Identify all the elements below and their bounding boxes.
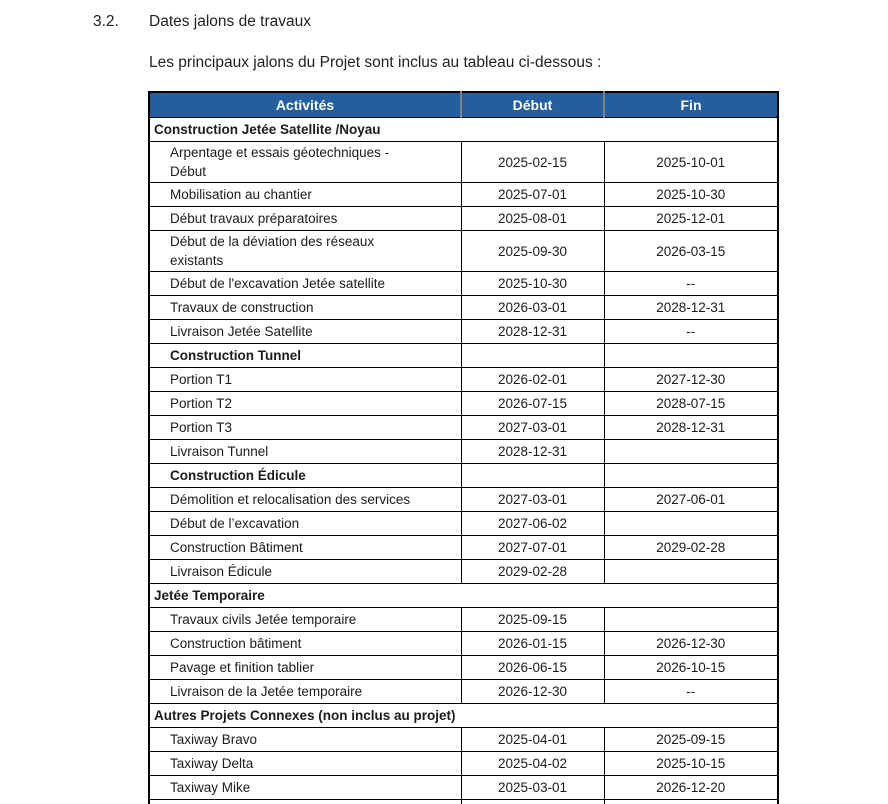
table-row (149, 368, 778, 392)
fin-cell: 2026-12-30 (604, 632, 778, 656)
fin-cell: 2026-12-20 (604, 776, 778, 800)
activity-cell: Début de l'excavation Jetée satellite (149, 272, 461, 296)
fin-cell: 2028-07-15 (604, 392, 778, 416)
fin-cell (604, 344, 778, 368)
fin-cell: 2027-06-01 (604, 488, 778, 512)
debut-cell: 2025-08-01 (461, 207, 604, 231)
debut-cell: 2025-07-01 (461, 183, 604, 207)
section-label: Construction Tunnel (149, 344, 461, 368)
fin-cell: 2028-12-31 (604, 416, 778, 440)
debut-cell: 2026-02-01 (461, 368, 604, 392)
table-row (149, 207, 778, 231)
fin-cell: 2025-09-15 (604, 728, 778, 752)
activity-cell: Portion T1 (149, 368, 461, 392)
section-label: Construction Jetée Satellite /Noyau (149, 118, 778, 142)
activity-cell: Travaux civils Jetée temporaire (149, 608, 461, 632)
column-header-activites: Activités (149, 92, 461, 118)
activity-cell: Début de la déviation des réseaux existants (149, 231, 461, 272)
activity-cell: Démolition et relocalisation des services (149, 488, 461, 512)
activity-cell: Construction bâtiment (149, 632, 461, 656)
table-section-row (149, 464, 778, 488)
activity-cell: Travaux de construction (149, 296, 461, 320)
table-row (149, 392, 778, 416)
debut-cell: 2026-12-30 (461, 680, 604, 704)
debut-cell: 2025-04-01 (461, 728, 604, 752)
column-header-debut: Début (461, 92, 604, 118)
table-row (149, 536, 778, 560)
intro-paragraph: Les principaux jalons du Projet sont inclus au tableau ci-dessous : (149, 54, 602, 71)
table-section-row (149, 344, 778, 368)
fin-cell: 2025-10-01 (604, 142, 778, 183)
fin-cell: 2029-02-28 (604, 536, 778, 560)
table-section-row (149, 704, 778, 728)
table-row (149, 296, 778, 320)
milestones-table (148, 91, 779, 804)
debut-cell: 2026-07-15 (461, 392, 604, 416)
debut-cell: 2025-09-30 (461, 231, 604, 272)
debut-cell (461, 800, 604, 804)
table-row (149, 728, 778, 752)
fin-cell (604, 560, 778, 584)
activity-cell: Construction Bâtiment (149, 536, 461, 560)
debut-cell: 2025-04-02 (461, 752, 604, 776)
activity-cell: Taxiway Bravo (149, 728, 461, 752)
activity-cell: Taxiway Delta (149, 752, 461, 776)
fin-cell: 2026-10-15 (604, 656, 778, 680)
table-row (149, 680, 778, 704)
fin-cell (604, 440, 778, 464)
table-row (149, 320, 778, 344)
table-row (149, 560, 778, 584)
table-row (149, 776, 778, 800)
table-row (149, 488, 778, 512)
section-label: Construction Édicule (149, 464, 461, 488)
debut-cell: 2025-09-15 (461, 608, 604, 632)
table-row (149, 272, 778, 296)
section-number: 3.2. (93, 13, 119, 30)
fin-cell: 2027-12-30 (604, 368, 778, 392)
table-row (149, 231, 778, 272)
fin-cell (604, 512, 778, 536)
table-header (149, 92, 778, 118)
table-row (149, 656, 778, 680)
activity-cell: Portion T3 (149, 416, 461, 440)
debut-cell: 2027-03-01 (461, 416, 604, 440)
table-stub-row (149, 800, 778, 804)
fin-cell: -- (604, 680, 778, 704)
activity-cell: Pavage et finition tablier (149, 656, 461, 680)
debut-cell: 2027-06-02 (461, 512, 604, 536)
fin-cell (604, 608, 778, 632)
debut-cell: 2025-02-15 (461, 142, 604, 183)
table-row (149, 416, 778, 440)
section-title: Dates jalons de travaux (149, 13, 311, 30)
debut-cell: 2025-10-30 (461, 272, 604, 296)
fin-cell: -- (604, 272, 778, 296)
activity-cell: Mobilisation au chantier (149, 183, 461, 207)
table-row (149, 632, 778, 656)
debut-cell: 2026-03-01 (461, 296, 604, 320)
table-row (149, 440, 778, 464)
activity-cell: Début de l’excavation (149, 512, 461, 536)
activity-cell: Début travaux préparatoires (149, 207, 461, 231)
fin-cell: 2028-12-31 (604, 296, 778, 320)
activity-cell: Livraison de la Jetée temporaire (149, 680, 461, 704)
debut-cell (461, 344, 604, 368)
debut-cell: 2025-03-01 (461, 776, 604, 800)
section-label: Autres Projets Connexes (non inclus au projet) (149, 704, 778, 728)
debut-cell: 2027-03-01 (461, 488, 604, 512)
fin-cell (604, 464, 778, 488)
debut-cell: 2028-12-31 (461, 320, 604, 344)
activity-cell: Arpentage et essais géotechniques - Début (149, 142, 461, 183)
table-row (149, 142, 778, 183)
debut-cell: 2029-02-28 (461, 560, 604, 584)
debut-cell: 2026-01-15 (461, 632, 604, 656)
activity-cell: Portion T2 (149, 392, 461, 416)
fin-cell: -- (604, 320, 778, 344)
table-row (149, 752, 778, 776)
section-label: Jetée Temporaire (149, 584, 778, 608)
table-row (149, 512, 778, 536)
fin-cell (604, 800, 778, 804)
fin-cell: 2025-10-30 (604, 183, 778, 207)
activity-cell: Livraison Jetée Satellite (149, 320, 461, 344)
debut-cell: 2027-07-01 (461, 536, 604, 560)
table-row (149, 183, 778, 207)
fin-cell: 2025-12-01 (604, 207, 778, 231)
section-heading (93, 12, 311, 32)
debut-cell: 2026-06-15 (461, 656, 604, 680)
table-section-row (149, 118, 778, 142)
fin-cell: 2026-03-15 (604, 231, 778, 272)
debut-cell (461, 464, 604, 488)
activity-cell: Livraison Tunnel (149, 440, 461, 464)
table-section-row (149, 584, 778, 608)
activity-cell: Taxiway Mike (149, 776, 461, 800)
activity-cell (149, 800, 461, 804)
table-row (149, 608, 778, 632)
fin-cell: 2025-10-15 (604, 752, 778, 776)
activity-cell: Livraison Édicule (149, 560, 461, 584)
debut-cell: 2028-12-31 (461, 440, 604, 464)
column-header-fin: Fin (604, 92, 778, 118)
